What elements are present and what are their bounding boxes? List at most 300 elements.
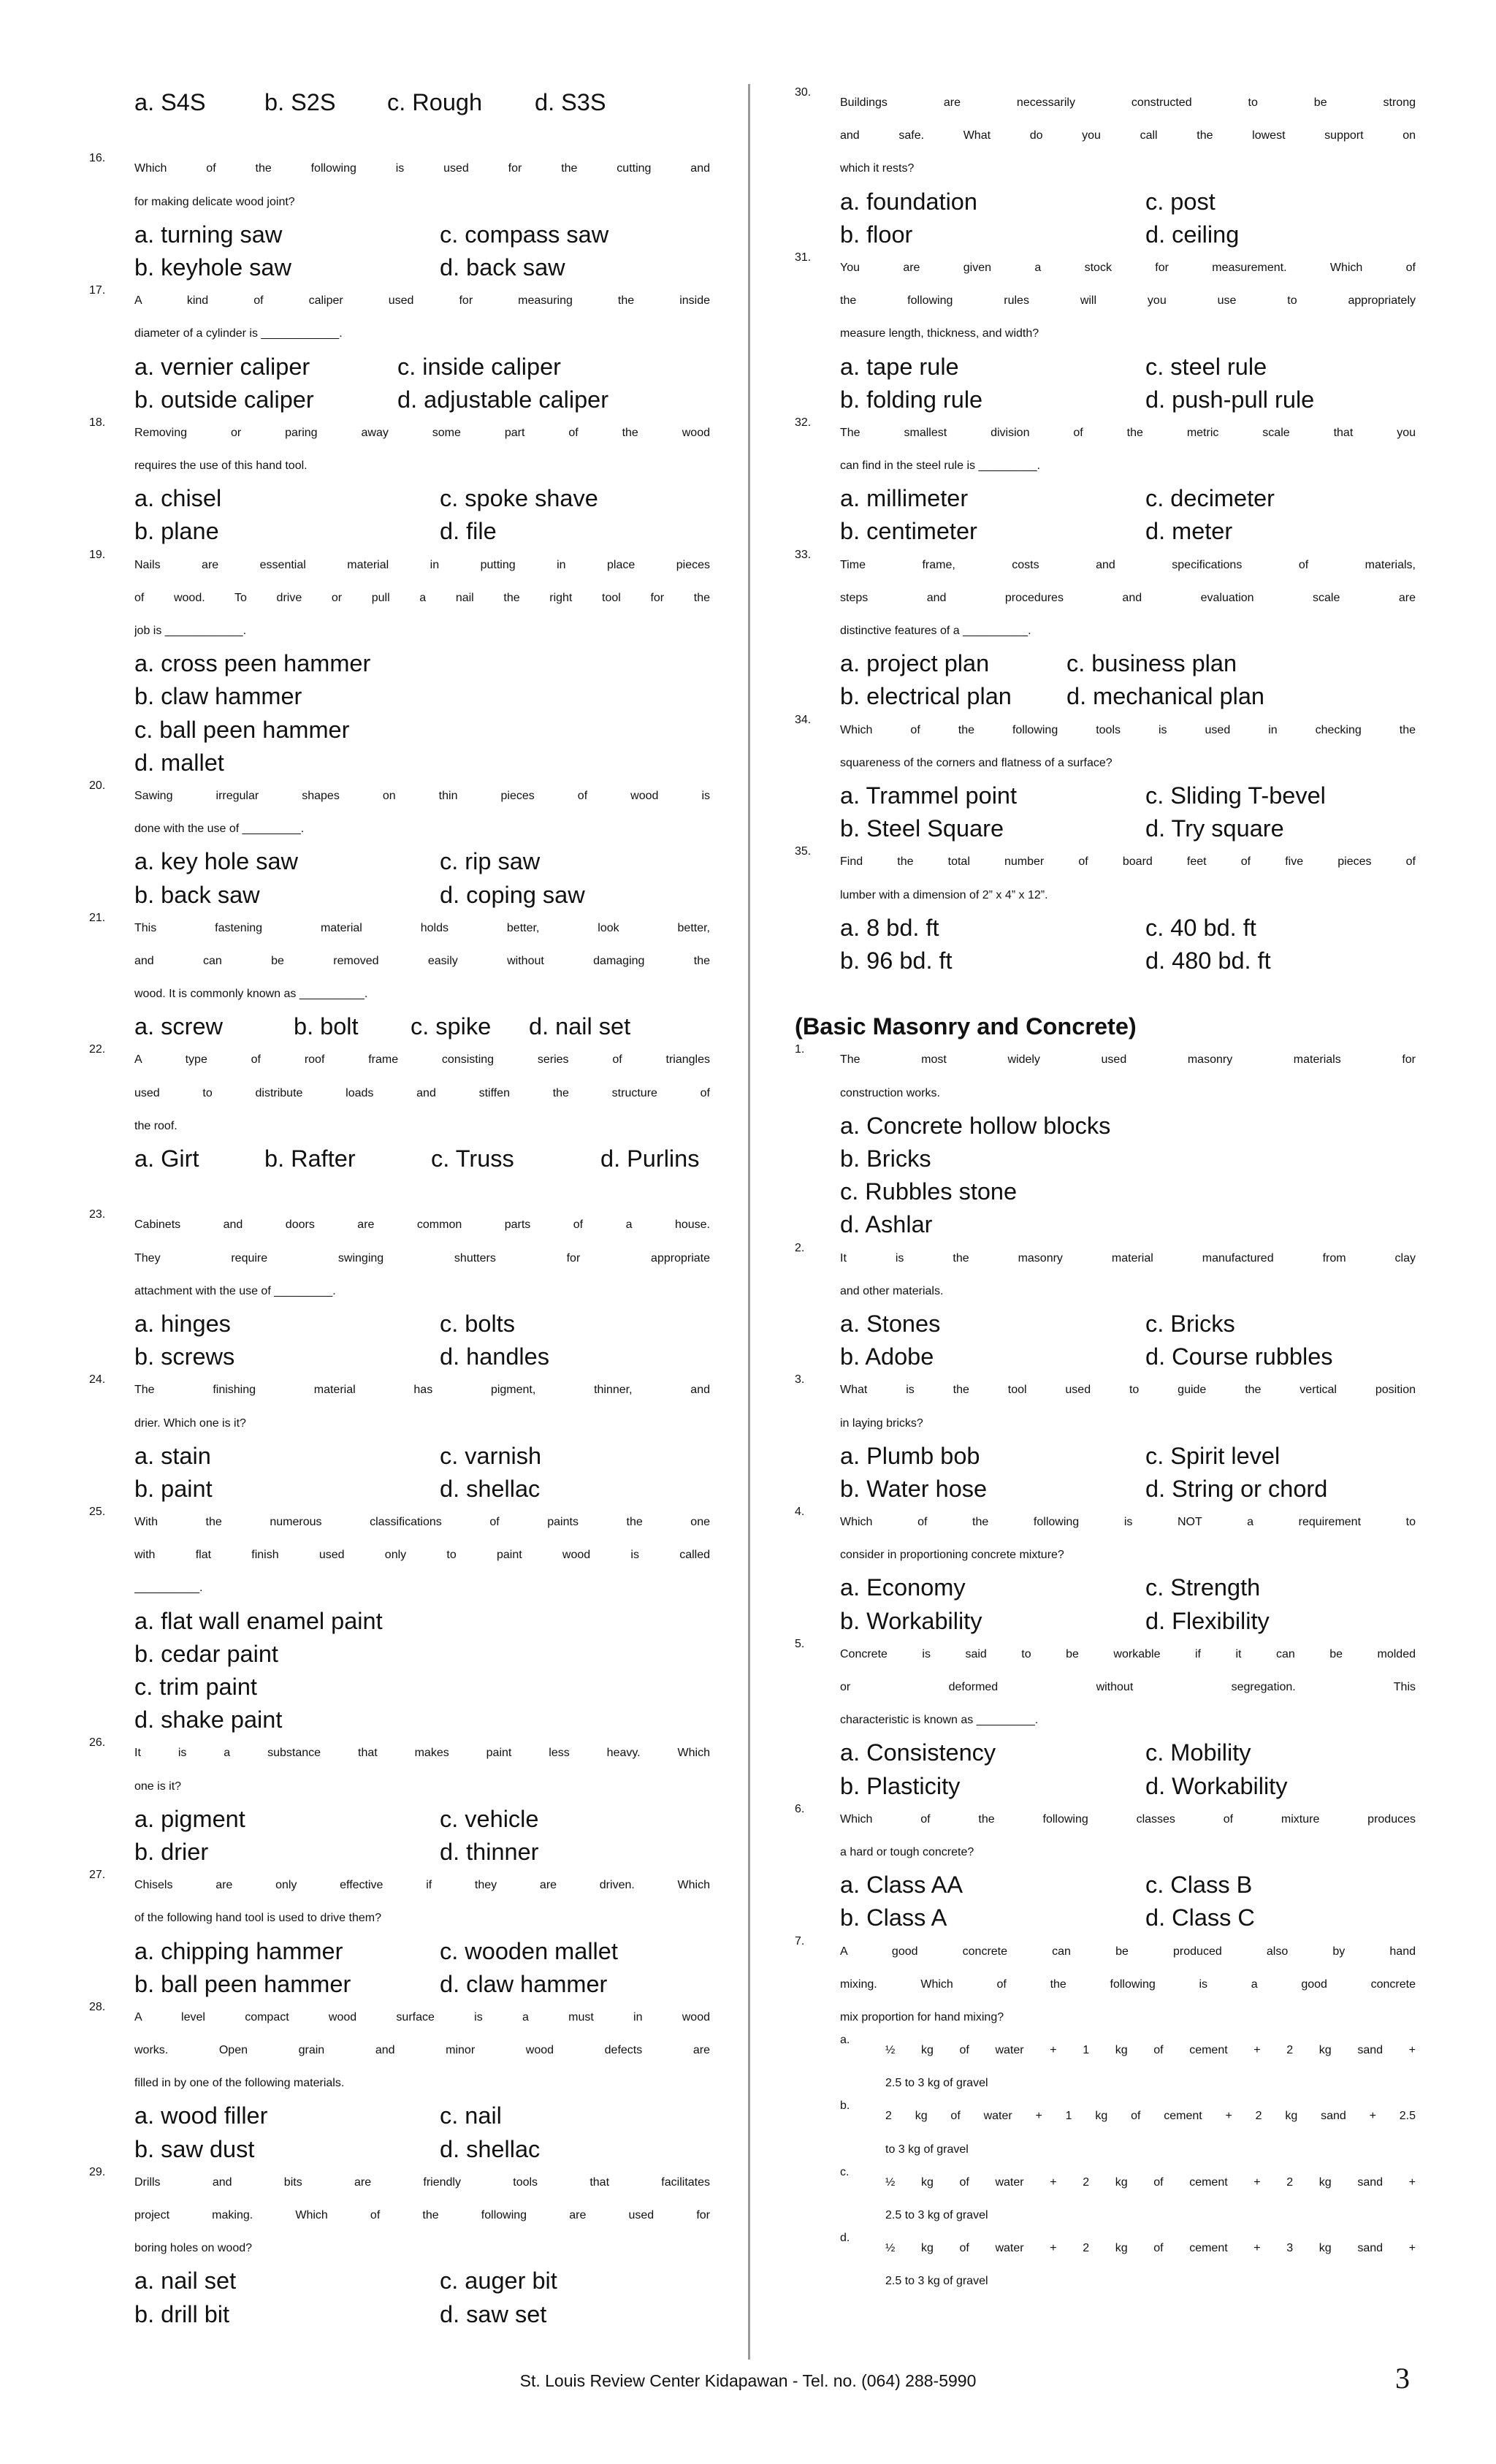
question-text xyxy=(840,549,1416,648)
answer-option: a. stain xyxy=(134,1442,211,1469)
answer-option: b. drier xyxy=(134,1838,209,1865)
answer-option: a. turning saw xyxy=(134,221,283,248)
text-line: lumber with a dimension of 2” x 4” x 12”. xyxy=(840,888,1048,901)
question-text xyxy=(134,1506,710,1605)
text-line: distinctive features of a __________. xyxy=(840,625,1031,637)
answer-option: d. Course rubbles xyxy=(1145,1343,1333,1370)
answer-options xyxy=(795,1308,1416,1340)
question-number: 34. xyxy=(795,713,812,726)
question-text xyxy=(134,2001,710,2100)
text-line: Nails are essential material in putting in place pieces xyxy=(134,558,710,571)
answer-options xyxy=(795,1340,1416,1373)
question xyxy=(795,1935,1416,2034)
answer-option: c. trim paint xyxy=(134,1674,257,1700)
answer-options xyxy=(89,351,710,384)
question xyxy=(795,1803,1416,1869)
answer-option: b. Class A xyxy=(840,1904,947,1931)
option-letter: d. xyxy=(840,2232,850,2245)
text-line: construction works. xyxy=(840,1086,940,1099)
answer-options xyxy=(795,812,1416,845)
option-text xyxy=(885,2166,1416,2232)
option-letter: c. xyxy=(840,2165,850,2178)
text-line: mix proportion for hand mixing? xyxy=(840,2010,1004,2024)
question-text xyxy=(134,549,710,648)
answer-option: a. project plan xyxy=(840,650,990,677)
question-text xyxy=(840,416,1416,482)
answer-options xyxy=(795,186,1416,218)
text-line: This fastening material holds better, look better, xyxy=(134,921,710,934)
text-line: attachment with the use of _________. xyxy=(134,1284,336,1297)
answer-options xyxy=(89,2298,710,2331)
answer-option: d. S3S xyxy=(535,89,606,115)
question-number: 30. xyxy=(795,86,812,99)
answer-option: d. String or chord xyxy=(1145,1475,1328,1502)
option-letter: a. xyxy=(840,2034,850,2047)
answer-option: c. bolts xyxy=(440,1310,515,1337)
left-column xyxy=(89,86,710,2331)
text-line: Drills and bits are friendly tools that facilitates xyxy=(134,2175,710,2189)
column-divider xyxy=(748,84,750,2360)
text-line: for making delicate wood joint? xyxy=(134,195,295,208)
text-line: It is a substance that makes paint less heavy. Which xyxy=(134,1747,710,1760)
question-text xyxy=(134,912,710,1011)
answer-option: c. vehicle xyxy=(440,1805,539,1832)
text-line: with flat finish used only to paint wood is called xyxy=(134,1549,710,1562)
question xyxy=(89,1043,710,1143)
text-line: Which of the following is used for the cutting and xyxy=(134,162,710,175)
text-line: Chisels are only effective if they are driven. Which xyxy=(134,1879,710,1892)
question-text xyxy=(134,1869,710,1934)
answer-option: a. S4S xyxy=(134,89,206,115)
question-text xyxy=(134,779,710,845)
answer-option-multiline xyxy=(795,2166,1416,2232)
answer-options xyxy=(89,680,710,713)
answer-option: b. floor xyxy=(840,221,913,248)
answer-option: a. 8 bd. ft xyxy=(840,914,939,941)
answer-options xyxy=(89,647,710,680)
question-number: 32. xyxy=(795,416,812,429)
answer-option: c. nail xyxy=(440,2102,502,2129)
text-line: The smallest division of the metric scale that you xyxy=(840,426,1416,439)
answer-options xyxy=(89,2265,710,2297)
answer-option: a. wood filler xyxy=(134,2102,268,2129)
question xyxy=(89,416,710,482)
answer-options xyxy=(795,1473,1416,1506)
answer-option: c. Spirit level xyxy=(1145,1442,1281,1469)
answer-option: a. vernier caliper xyxy=(134,353,310,380)
text-line: 2.5 to 3 kg of gravel xyxy=(885,2275,988,2288)
option-text xyxy=(885,2099,1416,2165)
answer-option: c. auger bit xyxy=(440,2267,557,2295)
answer-options xyxy=(795,482,1416,515)
question-text xyxy=(840,86,1416,186)
answer-option: b. Adobe xyxy=(840,1343,934,1370)
text-line: A type of roof frame consisting series of triangles xyxy=(134,1053,710,1067)
answer-option: c. Sliding T-bevel xyxy=(1145,782,1326,809)
answer-option: b. keyhole saw xyxy=(134,253,291,281)
answer-option: c. wooden mallet xyxy=(440,1937,618,1964)
answer-options xyxy=(89,86,710,119)
text-line: Time frame, costs and specifications of materials, xyxy=(840,558,1416,571)
answer-options xyxy=(89,1968,710,2001)
answer-option: d. handles xyxy=(440,1343,549,1370)
option-letter: b. xyxy=(840,2099,850,2113)
question xyxy=(89,1208,710,1308)
answer-options xyxy=(89,2099,710,2132)
answer-option: d. file xyxy=(440,518,497,545)
answer-options xyxy=(89,1638,710,1671)
question xyxy=(89,152,710,218)
answer-option: c. post xyxy=(1145,188,1216,215)
question-text xyxy=(134,1373,710,1439)
answer-options xyxy=(795,1110,1416,1143)
question-number: 22. xyxy=(89,1043,106,1056)
answer-options xyxy=(795,384,1416,416)
answer-options xyxy=(89,845,710,878)
question xyxy=(795,86,1416,186)
answer-option: a. chipping hammer xyxy=(134,1937,343,1964)
question-text xyxy=(840,714,1416,779)
question-number: 16. xyxy=(89,152,106,165)
answer-options xyxy=(795,1571,1416,1604)
question-text xyxy=(840,1638,1416,1737)
answer-option: c. Truss xyxy=(431,1145,514,1172)
text-line: drier. Which one is it? xyxy=(134,1416,246,1430)
answer-option: d. push-pull rule xyxy=(1145,386,1315,413)
answer-option: d. coping saw xyxy=(440,881,585,908)
answer-option: b. back saw xyxy=(134,881,260,908)
question-number: 24. xyxy=(89,1373,106,1387)
answer-options xyxy=(89,1308,710,1340)
answer-options xyxy=(795,1440,1416,1473)
answer-option: c. Class B xyxy=(1145,1872,1253,1899)
answer-option: a. Stones xyxy=(840,1310,941,1337)
answer-option: d. shellac xyxy=(440,1475,541,1502)
text-line: of the following hand tool is used to drive them? xyxy=(134,1912,381,1925)
text-line: the roof. xyxy=(134,1119,178,1132)
page-footer: St. Louis Review Center Kidapawan - Tel. no. (064) 288-5990 xyxy=(519,2371,977,2390)
answer-option: b. S2S xyxy=(264,89,336,115)
question xyxy=(89,284,710,350)
answer-options xyxy=(89,384,710,416)
text-line: and can be removed easily without damaging the xyxy=(134,954,710,967)
question-number: 6. xyxy=(795,1802,805,1815)
answer-options xyxy=(795,1869,1416,1902)
text-line: requires the use of this hand tool. xyxy=(134,459,308,473)
question xyxy=(89,2001,710,2100)
text-line: measure length, thickness, and width? xyxy=(840,327,1039,340)
answer-option: a. chisel xyxy=(134,485,222,512)
question xyxy=(89,779,710,845)
answer-option: b. paint xyxy=(134,1475,213,1502)
answer-options xyxy=(89,1340,710,1373)
answer-options xyxy=(89,1473,710,1506)
answer-option-multiline xyxy=(795,2232,1416,2297)
text-line: You are given a stock for measurement. Which of xyxy=(840,261,1416,274)
text-line: works. Open grain and minor wood defects are xyxy=(134,2044,710,2057)
answer-option: c. rip saw xyxy=(440,848,541,875)
answer-option: c. ball peen hammer xyxy=(134,716,350,743)
answer-option: b. Steel Square xyxy=(840,815,1004,842)
answer-option: a. Economy xyxy=(840,1574,966,1601)
answer-option: a. foundation xyxy=(840,188,977,215)
question-number: 33. xyxy=(795,548,812,561)
answer-option: d. claw hammer xyxy=(440,1970,608,1997)
text-line: Concrete is said to be workable if it can be molded xyxy=(840,1647,1416,1660)
answer-option: b. saw dust xyxy=(134,2135,255,2162)
answer-option: b. drill bit xyxy=(134,2300,230,2327)
question-number: 25. xyxy=(89,1506,106,1519)
answer-option: b. Workability xyxy=(840,1607,982,1634)
answer-option: d. thinner xyxy=(440,1838,539,1865)
text-line: Removing or paring away some part of the wood xyxy=(134,426,710,439)
answer-option-multiline xyxy=(795,2034,1416,2099)
answer-option: d. Workability xyxy=(1145,1772,1288,1799)
answer-option: a. hinges xyxy=(134,1310,231,1337)
answer-option: b. centimeter xyxy=(840,518,977,545)
answer-options xyxy=(795,912,1416,945)
text-line: boring holes on wood? xyxy=(134,2242,253,2255)
answer-options xyxy=(795,1770,1416,1803)
answer-options xyxy=(795,779,1416,812)
question-number: 17. xyxy=(89,284,106,297)
text-line: With the numerous classifications of paints the one xyxy=(134,1516,710,1529)
answer-options xyxy=(795,218,1416,251)
answer-options xyxy=(89,2133,710,2166)
text-line: done with the use of _________. xyxy=(134,823,305,836)
question xyxy=(795,549,1416,648)
answer-option: c. Mobility xyxy=(1145,1739,1251,1766)
text-line: Which of the following tools is used in checking the xyxy=(840,723,1416,736)
text-line: Which of the following is NOT a requirement to xyxy=(840,1516,1416,1529)
answer-option: d. 480 bd. ft xyxy=(1145,947,1271,974)
answer-options xyxy=(795,1208,1416,1241)
question-text xyxy=(840,251,1416,351)
answer-option: d. shake paint xyxy=(134,1706,283,1733)
answer-options xyxy=(795,1175,1416,1208)
answer-option: d. shellac xyxy=(440,2135,541,2162)
text-line: and other materials. xyxy=(840,1284,944,1297)
text-line: A kind of caliper used for measuring the inside xyxy=(134,294,710,308)
text-line: one is it? xyxy=(134,1780,182,1793)
answer-option: b. ball peen hammer xyxy=(134,1970,351,1997)
text-line: Buildings are necessarily constructed to be strong xyxy=(840,96,1416,109)
answer-options xyxy=(795,647,1416,680)
question xyxy=(89,1736,710,1802)
answer-options xyxy=(89,879,710,912)
text-line: 2 kg of water + 1 kg of cement + 2 kg sand + 2.5 xyxy=(885,2110,1416,2123)
question-number: 28. xyxy=(89,2000,106,2013)
spacer xyxy=(89,1175,710,1208)
question-number: 31. xyxy=(795,251,812,264)
question xyxy=(795,416,1416,482)
answer-option: b. Bricks xyxy=(840,1145,931,1172)
text-line: ½ kg of water + 2 kg of cement + 3 kg sand + xyxy=(885,2242,1416,2255)
question-text xyxy=(840,1242,1416,1308)
answer-option: b. 96 bd. ft xyxy=(840,947,953,974)
question xyxy=(795,1506,1416,1571)
question-text xyxy=(134,1736,710,1802)
question xyxy=(89,2166,710,2265)
text-line: The most widely used masonry materials for xyxy=(840,1053,1416,1067)
answer-option: c. business plan xyxy=(1066,650,1237,677)
answer-option: b. plane xyxy=(134,518,219,545)
answer-option: b. Water hose xyxy=(840,1475,988,1502)
answer-options xyxy=(795,1143,1416,1175)
question xyxy=(89,912,710,1011)
answer-option: a. key hole saw xyxy=(134,848,299,875)
answer-options xyxy=(795,680,1416,713)
text-line: in laying bricks? xyxy=(840,1416,923,1430)
question xyxy=(89,1869,710,1934)
question-number: 1. xyxy=(795,1043,805,1056)
answer-option: b. cedar paint xyxy=(134,1640,278,1667)
answer-options xyxy=(795,1902,1416,1934)
answer-option: b. outside caliper xyxy=(134,386,314,413)
question-number: 4. xyxy=(795,1506,805,1519)
answer-options xyxy=(89,1704,710,1736)
text-line: steps and procedures and evaluation scale are xyxy=(840,591,1416,604)
question-number: 35. xyxy=(795,845,812,858)
answer-option: b. Rafter xyxy=(264,1145,356,1172)
question xyxy=(795,714,1416,779)
answer-option-multiline xyxy=(795,2099,1416,2165)
question-number: 5. xyxy=(795,1637,805,1650)
answer-option: c. compass saw xyxy=(440,221,609,248)
answer-options xyxy=(89,1605,710,1638)
text-line: which it rests? xyxy=(840,162,915,175)
spacer xyxy=(89,119,710,152)
answer-option: d. Flexibility xyxy=(1145,1607,1270,1634)
answer-option: c. steel rule xyxy=(1145,353,1267,380)
answer-option: a. cross peen hammer xyxy=(134,650,371,677)
text-line: used to distribute loads and stiffen the structure of xyxy=(134,1086,710,1099)
text-line: job is ____________. xyxy=(134,625,247,637)
text-line: filled in by one of the following materials. xyxy=(134,2077,345,2090)
question-text xyxy=(134,416,710,482)
answer-options xyxy=(89,251,710,284)
text-line: the following rules will you use to appropriately xyxy=(840,294,1416,308)
text-line: characteristic is known as _________. xyxy=(840,1714,1039,1727)
answer-option: c. 40 bd. ft xyxy=(1145,914,1256,941)
answer-options xyxy=(89,1143,710,1175)
answer-options xyxy=(89,218,710,251)
answer-option: c. Strength xyxy=(1145,1574,1261,1601)
answer-option: d. Purlins xyxy=(600,1145,700,1172)
text-line: Which of the following classes of mixture produces xyxy=(840,1812,1416,1826)
answer-option: a. Consistency xyxy=(840,1739,996,1766)
answer-option: c. spoke shave xyxy=(440,485,598,512)
answer-options xyxy=(89,1440,710,1473)
answer-option: c. Rubbles stone xyxy=(840,1178,1018,1205)
question-text xyxy=(134,284,710,350)
text-line: or deformed without segregation. This xyxy=(840,1681,1416,1693)
text-line: a hard or tough concrete? xyxy=(840,1845,974,1858)
answer-option: d. saw set xyxy=(440,2300,547,2327)
question-number: 18. xyxy=(89,416,106,429)
question xyxy=(89,549,710,648)
question-text xyxy=(134,1208,710,1308)
spacer xyxy=(795,977,1416,1010)
text-line: The finishing material has pigment, thinner, and xyxy=(134,1384,710,1397)
answer-option: a. flat wall enamel paint xyxy=(134,1607,383,1634)
question-text xyxy=(840,1803,1416,1869)
option-text xyxy=(885,2232,1416,2297)
text-line: project making. Which of the following are used for xyxy=(134,2209,710,2221)
answer-option: c. inside caliper xyxy=(397,353,561,380)
question-text xyxy=(840,1935,1416,2034)
answer-option: a. Trammel point xyxy=(840,782,1018,809)
text-line: A level compact wood surface is a must in wood xyxy=(134,2010,710,2024)
question-text xyxy=(134,1043,710,1143)
text-line: to 3 kg of gravel xyxy=(885,2143,969,2156)
page-number: 3 xyxy=(1395,2362,1410,2395)
answer-option: d. Class C xyxy=(1145,1904,1255,1931)
answer-options xyxy=(89,1671,710,1704)
text-line: ½ kg of water + 1 kg of cement + 2 kg sand + xyxy=(885,2044,1416,2057)
question xyxy=(89,1373,710,1439)
text-line: A good concrete can be produced also by hand xyxy=(840,1945,1416,1958)
answer-option: a. screw xyxy=(134,1013,224,1040)
question-number: 20. xyxy=(89,779,106,792)
answer-options xyxy=(795,351,1416,384)
question xyxy=(795,1373,1416,1439)
answer-option: c. Rough xyxy=(387,89,483,115)
text-line: diameter of a cylinder is ____________. xyxy=(134,327,343,340)
answer-option: b. claw hammer xyxy=(134,683,302,710)
answer-option: a. Girt xyxy=(134,1145,199,1172)
answer-option: d. Try square xyxy=(1145,815,1284,842)
answer-option: d. Ashlar xyxy=(840,1211,933,1238)
answer-option: a. Class AA xyxy=(840,1872,963,1899)
answer-option: b. Plasticity xyxy=(840,1772,961,1799)
answer-options xyxy=(89,1836,710,1869)
text-line: Find the total number of board feet of five pieces of xyxy=(840,855,1416,869)
question-number: 23. xyxy=(89,1208,106,1221)
answer-option: b. electrical plan xyxy=(840,683,1012,710)
answer-options xyxy=(89,1935,710,1968)
section-heading: (Basic Masonry and Concrete) xyxy=(795,1013,1137,1040)
text-line: __________. xyxy=(134,1582,203,1595)
question-number: 3. xyxy=(795,1373,805,1387)
answer-option: a. nail set xyxy=(134,2267,237,2295)
answer-option: c. Bricks xyxy=(1145,1310,1235,1337)
text-line: 2.5 to 3 kg of gravel xyxy=(885,2209,988,2221)
text-line: Cabinets and doors are common parts of a house. xyxy=(134,1218,710,1232)
answer-option: d. nail set xyxy=(529,1013,631,1040)
answer-options xyxy=(89,515,710,548)
text-line: What is the tool used to guide the vertical position xyxy=(840,1384,1416,1397)
answer-option: a. Concrete hollow blocks xyxy=(840,1112,1111,1139)
answer-option: c. varnish xyxy=(440,1442,542,1469)
answer-option: b. folding rule xyxy=(840,386,983,413)
text-line: wood. It is commonly known as __________. xyxy=(134,988,368,1001)
question xyxy=(795,251,1416,351)
question xyxy=(795,845,1416,911)
text-line: ½ kg of water + 2 kg of cement + 2 kg sand + xyxy=(885,2175,1416,2189)
option-text xyxy=(885,2034,1416,2099)
answer-option: d. ceiling xyxy=(1145,221,1240,248)
question-text xyxy=(840,1043,1416,1109)
answer-option: a. tape rule xyxy=(840,353,959,380)
answer-option: d. adjustable caliper xyxy=(397,386,609,413)
question xyxy=(795,1638,1416,1737)
question-text xyxy=(840,845,1416,911)
text-line: It is the masonry material manufactured from clay xyxy=(840,1251,1416,1265)
answer-options xyxy=(89,714,710,747)
question-number: 7. xyxy=(795,1934,805,1948)
answer-option: b. screws xyxy=(134,1343,235,1370)
